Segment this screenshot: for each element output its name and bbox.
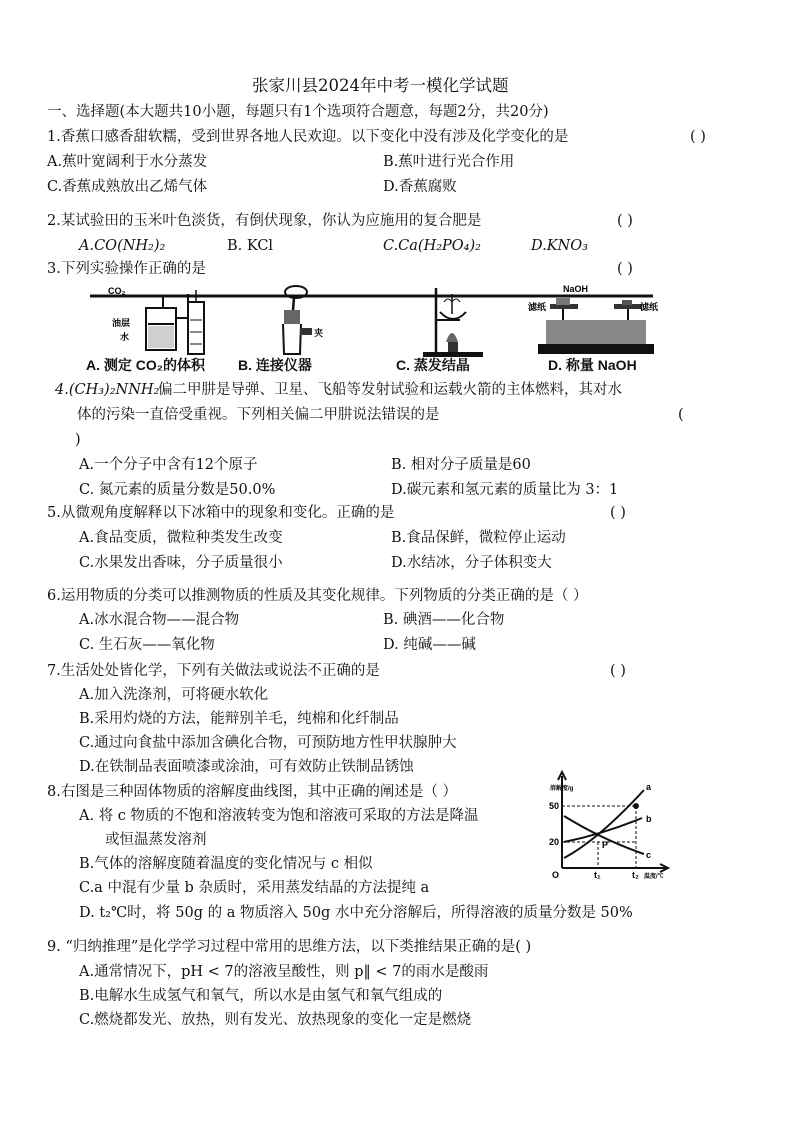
q4-option-d: D.碳元素和氢元素的质量比为 3：1: [391, 482, 619, 498]
q5-answer-paren: ( ): [610, 505, 626, 521]
q3-label-b: B. 连接仪器: [238, 357, 312, 373]
q9-option-a: A.通常情况下，pH < 7的溶液呈酸性，则 p‖ < 7的雨水是酸雨: [79, 964, 489, 980]
q7-option-c: C.通过向食盐中添加含碘化合物，可预防地方性甲状腺肿大: [79, 735, 457, 751]
graph-ylabel: 溶解度/g: [550, 786, 574, 792]
q7-option-a: A.加入洗涤剂，可将硬水软化: [79, 687, 269, 703]
oil-label: 油层: [112, 318, 131, 328]
q4-option-c: C. 氮元素的质量分数是50.0%: [79, 482, 276, 498]
graph-xlabel: 温度/℃: [644, 874, 664, 880]
q2-option-c: C.Ca(H₂PO₄)₂: [383, 238, 481, 254]
q3-stem: 3.下列实验操作正确的是: [47, 261, 206, 277]
graph-y20: 20: [549, 837, 560, 847]
q8-stem: 8.右图是三种固体物质的溶解度曲线图，其中正确的阐述是（ ）: [47, 784, 457, 800]
q2-option-b: B. KCl: [227, 238, 274, 254]
q1-stem: 1.香蕉口感香甜软糯，受到世界各地人民欢迎。以下变化中没有涉及化学变化的是: [47, 129, 569, 145]
page-title: 张家川县2024年中考一模化学试题: [252, 76, 509, 95]
gas-volume-apparatus-icon: [103, 286, 204, 354]
solubility-graph: [548, 770, 678, 880]
q2-answer-paren: ( ): [617, 213, 633, 229]
q1-option-d: D.香蕉腐败: [383, 179, 457, 195]
q4-option-a: A.一个分子中含有12个原子: [79, 457, 258, 473]
section-heading: 一、选择题(本大题共10小题，每题只有1个选项符合题意，每题2分，共20分): [47, 104, 549, 120]
q5-option-d: D.水结冰，分子体积变大: [391, 555, 552, 571]
q6-stem: 6.运用物质的分类可以推测物质的性质及其变化规律。下列物质的分类正确的是（ ）: [47, 588, 588, 604]
q1-option-c: C.香蕉成熟放出乙烯气体: [47, 179, 208, 195]
q9-option-c: C.燃烧都发光、放热，则有发光、放热现象的变化一定是燃烧: [79, 1012, 472, 1028]
q2-option-a: A.CO(NH₂)₂: [79, 238, 166, 254]
q8-option-c: C.a 中混有少量 b 杂质时，采用蒸发结晶的方法提纯 a: [79, 880, 430, 896]
q4-paren-close: ): [75, 432, 81, 448]
graph-label-p: P: [602, 840, 609, 850]
q6-option-c: C. 生石灰——氧化物: [79, 637, 215, 653]
q4-stem: 偏二甲肼是导弹、卫星、飞船等发射试验和运载火箭的主体燃料，其对水: [158, 382, 622, 398]
q4-option-b: B. 相对分子质量是60: [391, 457, 531, 473]
co2-label: CO₂: [108, 286, 126, 296]
q8-option-b: B.气体的溶解度随着温度的变化情况与 c 相似: [79, 856, 373, 872]
paper-left-label: 滤纸: [528, 302, 547, 312]
clamp-label: 夹: [314, 328, 324, 338]
q3-label-a: A. 测定 CO₂的体积: [86, 357, 205, 373]
q7-option-d: D.在铁制品表面喷漆或涂油，可有效防止铁制品锈蚀: [79, 759, 414, 775]
graph-label-c: c: [646, 850, 652, 860]
q5-option-a: A.食品变质，微粒种类发生改变: [79, 530, 283, 546]
water-label: 水: [120, 332, 130, 342]
graph-origin: O: [552, 870, 560, 880]
graph-label-a: a: [646, 782, 652, 792]
evaporation-apparatus-icon: [423, 288, 483, 357]
q5-option-b: B.食品保鲜，微粒停止运动: [391, 530, 566, 546]
q1-option-a: A.蕉叶宽阔利于水分蒸发: [47, 154, 208, 170]
q4-paren-open: (: [678, 407, 684, 423]
q7-answer-paren: ( ): [610, 663, 626, 679]
q7-stem: 7.生活处处皆化学，下列有关做法或说法不正确的是: [47, 663, 380, 679]
q3-label-d: D. 称量 NaOH: [548, 357, 637, 373]
q2-option-d: D.KNO₃: [531, 238, 588, 254]
graph-t1: t₁: [594, 870, 601, 880]
q8-option-a: A. 将 c 物质的不饱和溶液转变为饱和溶液可采取的方法是降温: [79, 808, 479, 824]
graph-label-b: b: [646, 814, 652, 824]
q4-stem-line2: 体的污染一直倍受重视。下列相关偏二甲肼说法错误的是: [77, 407, 440, 423]
q1-option-b: B.蕉叶进行光合作用: [383, 154, 515, 170]
q4-formula: 4.(CH₃)₂NNH₂: [55, 382, 160, 398]
q5-option-c: C.水果发出香味，分子质量很小: [79, 555, 283, 571]
q9-stem: 9. “归纳推理”是化学学习过程中常用的思维方法，以下类推结果正确的是( ): [47, 939, 532, 955]
q1-answer-paren: ( ): [690, 129, 706, 145]
graph-y50: 50: [549, 801, 560, 811]
q2-stem: 2.某试验田的玉米叶色淡货，有倒伏现象，你认为应施用的复合肥是: [47, 213, 482, 229]
q7-option-b: B.采用灼烧的方法，能辩别羊毛，纯棉和化纤制品: [79, 711, 399, 727]
graph-t2: t₂: [632, 870, 639, 880]
naoh-label: NaOH: [563, 284, 589, 294]
q5-stem: 5.从微观角度解释以下冰箱中的现象和变化。正确的是: [47, 505, 395, 521]
q8-option-d: D. t₂℃时，将 50g 的 a 物质溶入 50g 水中充分溶解后，所得溶液的质量分数是 50%: [79, 905, 633, 921]
q3-label-c: C. 蒸发结晶: [396, 357, 470, 373]
q8-option-a-cont: 或恒温蒸发溶剂: [105, 832, 207, 848]
q9-option-b: B.电解水生成氢气和氧气，所以水是由氢气和氧气组成的: [79, 988, 443, 1004]
q6-option-a: A.冰水混合物——混合物: [79, 612, 240, 628]
q6-option-b: B. 碘酒——化合物: [383, 612, 505, 628]
paper-right-label: 滤纸: [640, 302, 659, 312]
q3-answer-paren: ( ): [617, 261, 633, 277]
q6-option-d: D. 纯碱——碱: [383, 637, 476, 653]
